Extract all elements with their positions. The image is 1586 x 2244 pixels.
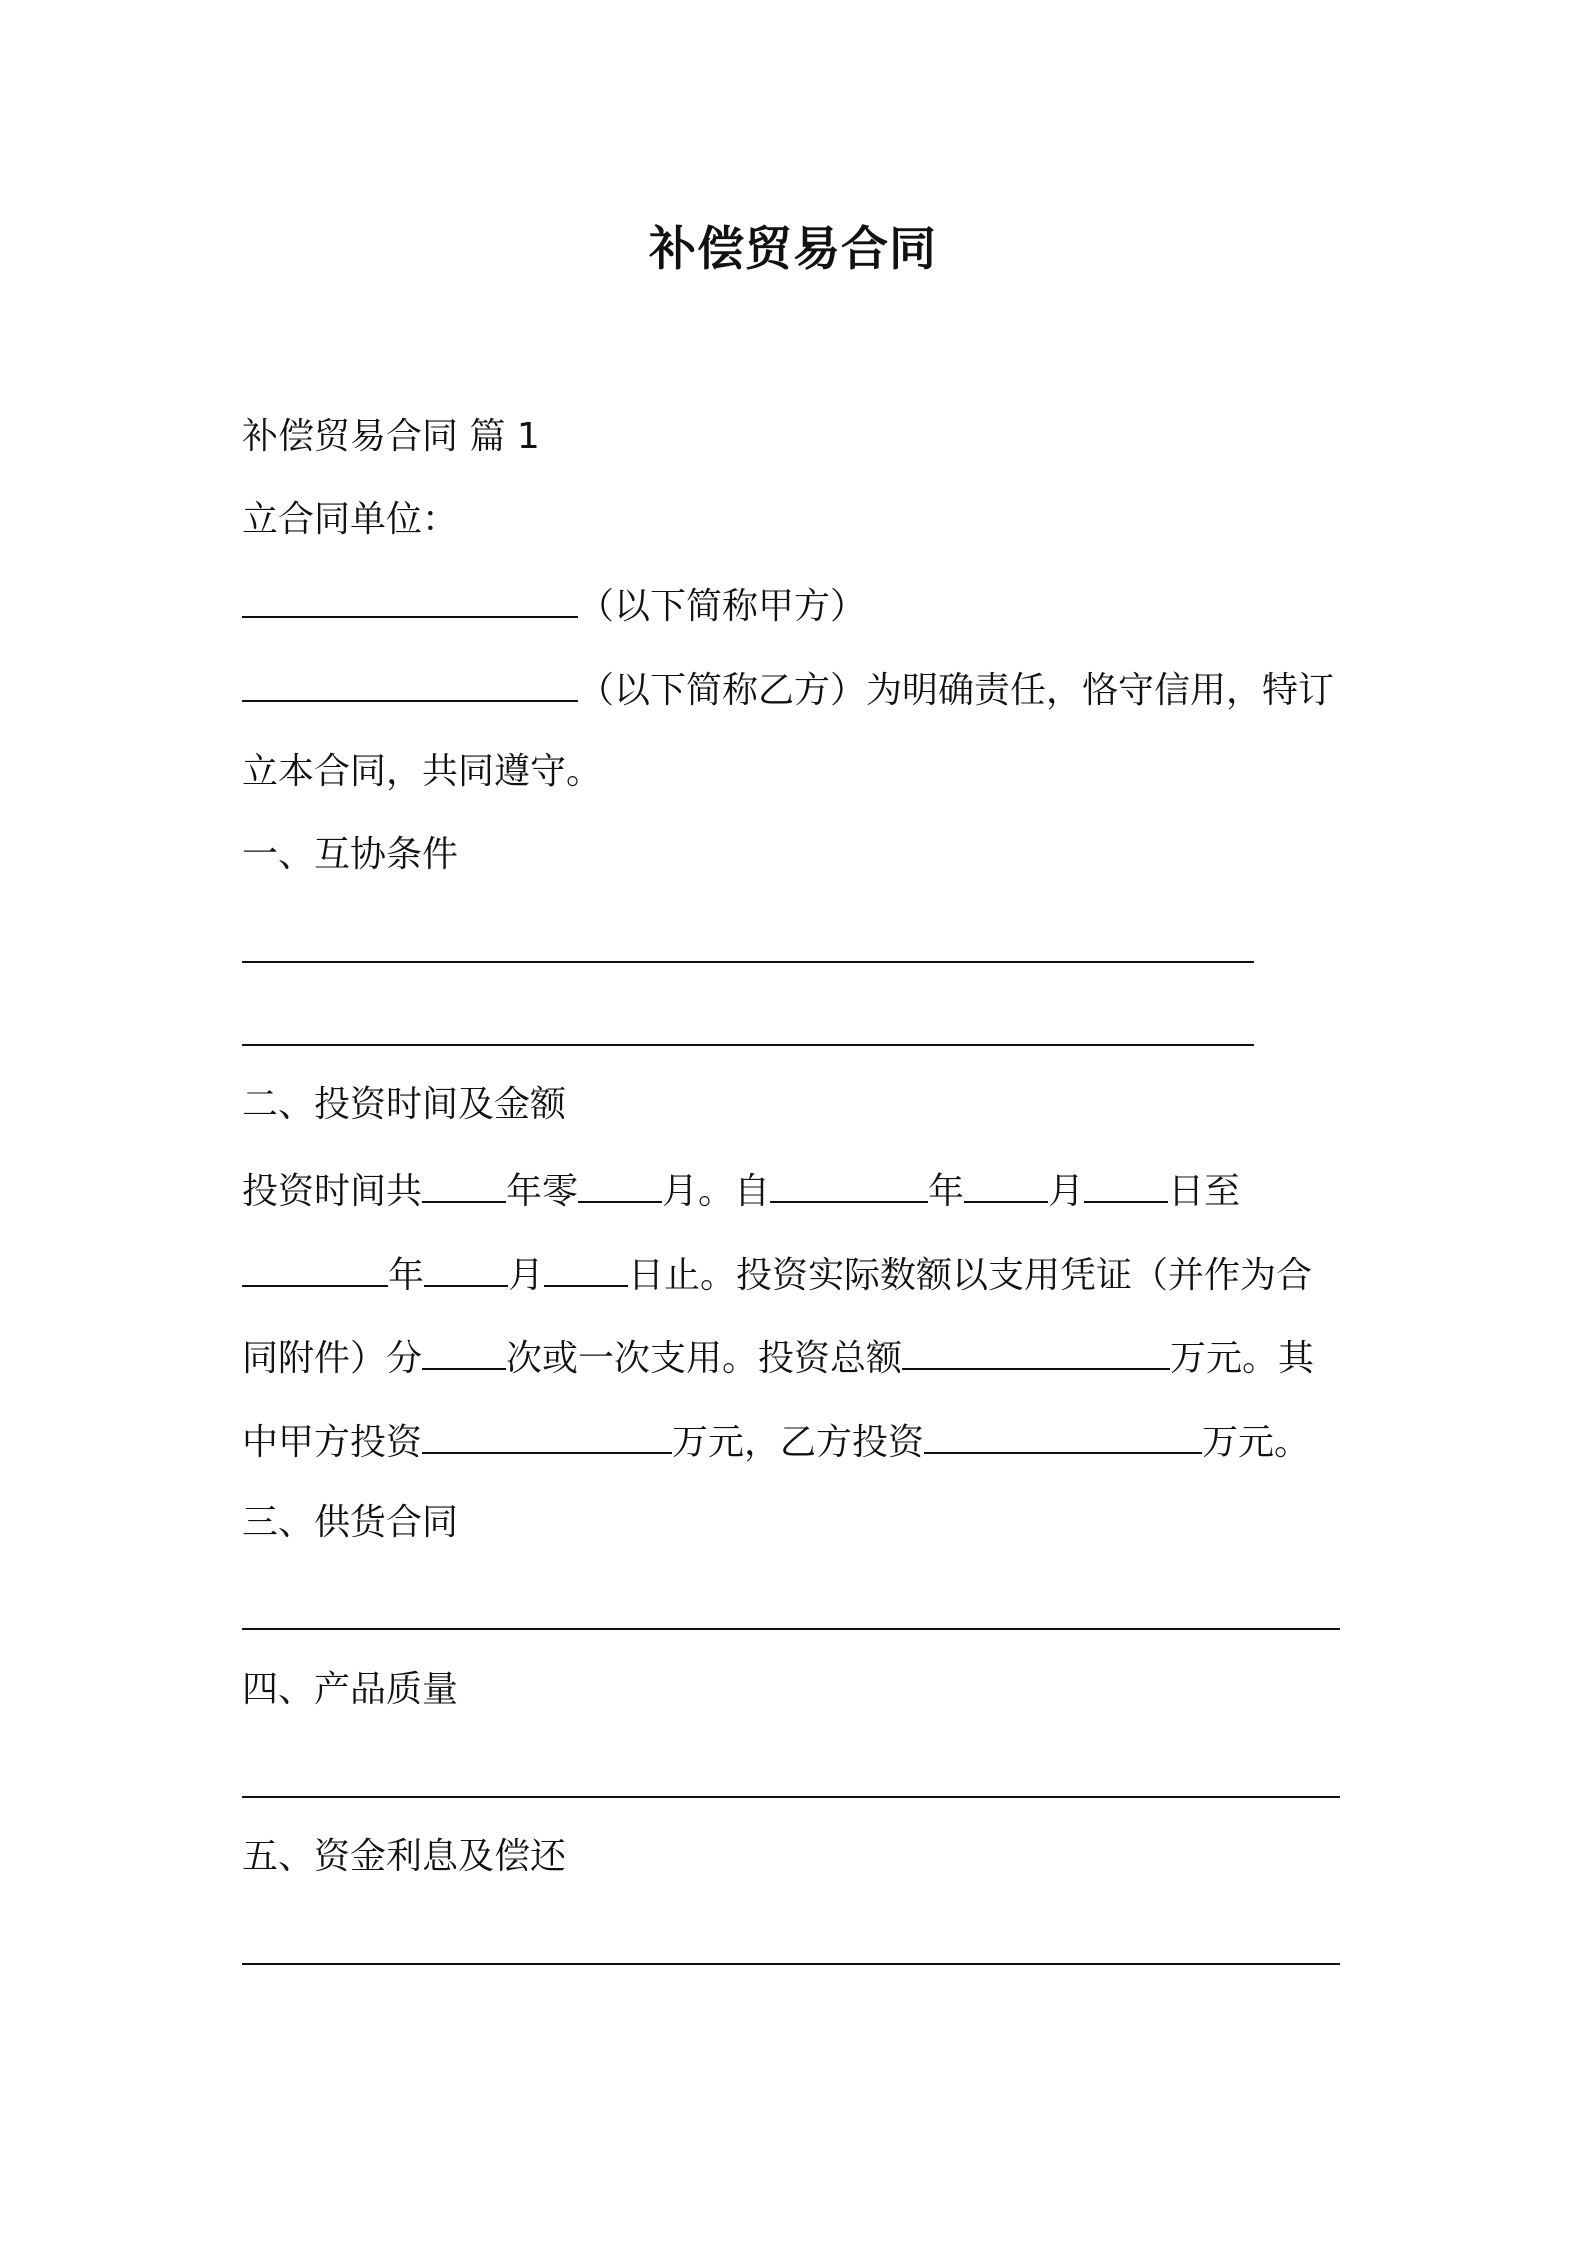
blank-start-day	[1084, 1167, 1168, 1203]
invest-text: 同附件）分	[242, 1338, 423, 1379]
blank-end-month	[424, 1251, 508, 1287]
invest-text: 投资时间共	[242, 1171, 423, 1212]
invest-line-2	[242, 1251, 1312, 1298]
blank-start-year	[770, 1167, 928, 1203]
blank-end-year	[242, 1251, 388, 1287]
invest-text: 年	[928, 1171, 965, 1212]
invest-text: 中甲方投资	[242, 1422, 423, 1463]
section-3-heading: 三、供货合同	[242, 1502, 459, 1543]
party-a-line	[242, 582, 866, 629]
section-5-heading: 五、资金利息及偿还	[242, 1836, 567, 1877]
document-title: 补偿贸易合同	[649, 222, 937, 277]
invest-text: 日止。投资实际数额以支用凭证（并作为合	[628, 1255, 1313, 1296]
party-b-continuation: 立本合同，共同遵守。	[242, 751, 603, 792]
invest-text: 万元。	[1202, 1422, 1311, 1463]
invest-line-1	[242, 1167, 1240, 1214]
blank-months	[578, 1167, 662, 1203]
invest-text: 年零	[506, 1171, 579, 1212]
invest-text: 月	[508, 1255, 545, 1296]
invest-text: 次或一次支用。投资总额	[506, 1338, 903, 1379]
blank-party-b-amount	[924, 1418, 1202, 1454]
blank-line-s4	[242, 1796, 1340, 1798]
party-b-line	[242, 666, 1334, 713]
blank-years	[422, 1167, 506, 1203]
blank-party-a	[242, 582, 578, 618]
blank-line-s1-2	[242, 1044, 1254, 1046]
invest-text: 万元，乙方投资	[672, 1422, 925, 1463]
party-a-suffix: （以下简称甲方）	[578, 586, 867, 627]
section-2-heading: 二、投资时间及金额	[242, 1084, 567, 1125]
blank-start-month	[964, 1167, 1048, 1203]
parties-label: 立合同单位：	[242, 499, 459, 540]
blank-line-s1-1	[242, 961, 1254, 963]
blank-end-day	[544, 1251, 628, 1287]
section-4-heading: 四、产品质量	[242, 1669, 459, 1710]
document-subtitle: 补偿贸易合同 篇 1	[242, 416, 540, 457]
section-1-heading: 一、互协条件	[242, 834, 459, 875]
invest-line-3	[242, 1334, 1314, 1381]
blank-line-s3	[242, 1628, 1340, 1630]
party-b-suffix: （以下简称乙方）为明确责任，恪守信用，特订	[578, 670, 1335, 711]
invest-text: 年	[388, 1255, 425, 1296]
invest-line-4	[242, 1418, 1310, 1465]
blank-party-b	[242, 666, 578, 702]
invest-text: 日至	[1168, 1171, 1241, 1212]
blank-line-s5	[242, 1963, 1340, 1965]
blank-party-a-amount	[422, 1418, 672, 1454]
blank-times	[422, 1334, 506, 1370]
invest-text: 万元。其	[1170, 1338, 1315, 1379]
invest-text: 月。自	[662, 1171, 771, 1212]
blank-total-amount	[902, 1334, 1170, 1370]
invest-text: 月	[1048, 1171, 1085, 1212]
